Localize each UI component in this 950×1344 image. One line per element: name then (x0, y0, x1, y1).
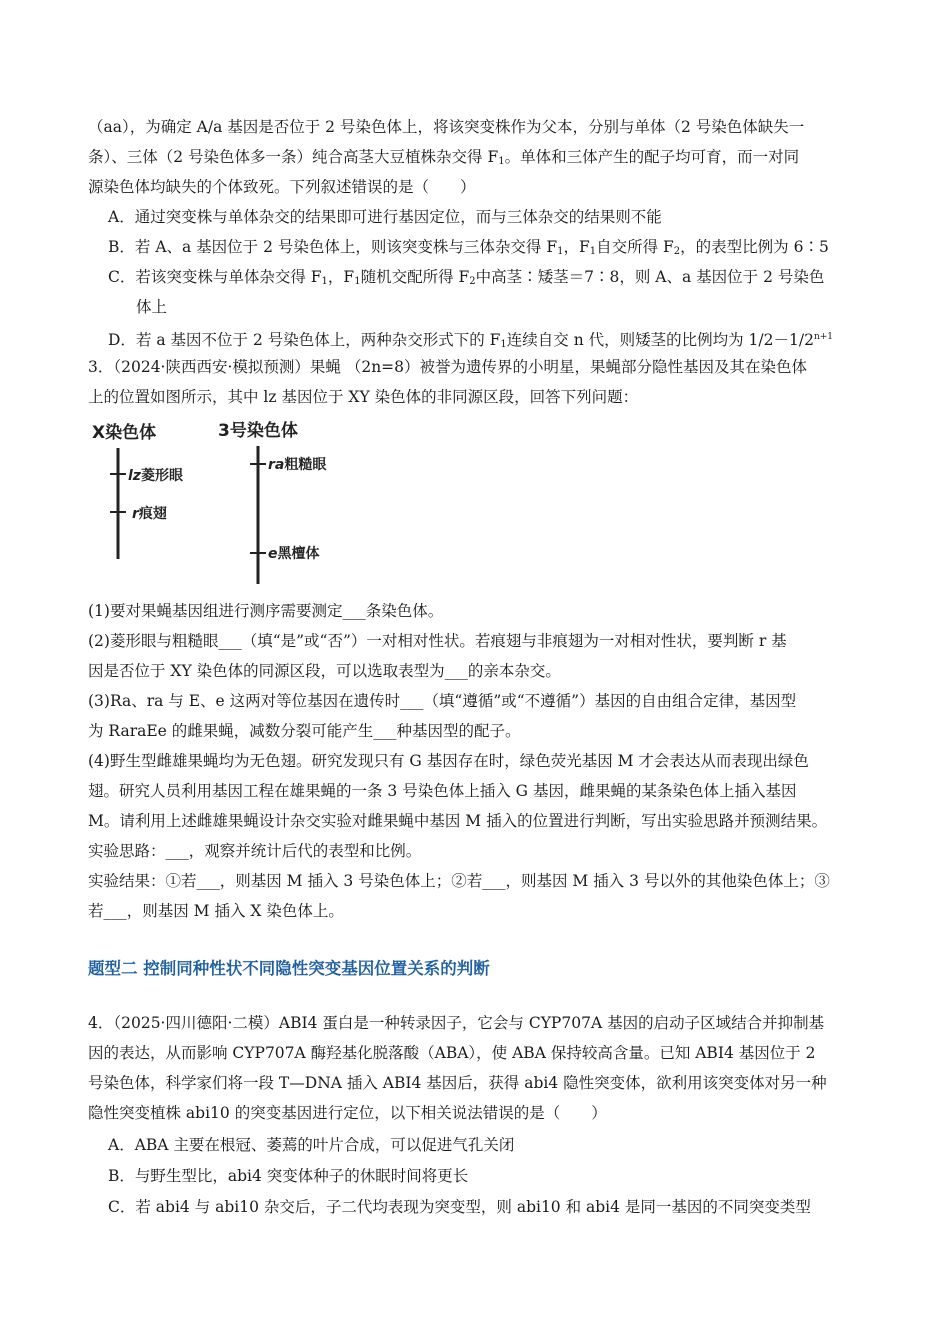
q4-option-a: A．ABA 主要在根冠、萎蔫的叶片合成，可以促进气孔关闭 (108, 1136, 515, 1154)
q3-sub-2-line-2: 因是否位于 XY 染色体的同源区段，可以选取表型为___的亲本杂交。 (88, 662, 561, 680)
q4-option-c: C．若 abi4 与 abi10 杂交后，子二代均表现为突变型，则 abi10 和 abi4 是同一基因的不同突变类型 (108, 1198, 811, 1216)
q3-sub-4-line-6: 若___，则基因 M 插入 X 染色体上。 (88, 902, 344, 920)
q3-sub-3-line-1: (3)Ra、ra 与 E、e 这两对等位基因在遗传时___（填“遵循”或“不遵循”）基因的自由组合定律，基因型 (88, 692, 797, 710)
q4-stem-line-1: 4．（2025·四川德阳·二模）ABI4 蛋白是一种转录因子，它会与 CYP707A 基因的启动子区域结合并抑制基 (88, 1014, 825, 1032)
q2-stem-line-3: 源染色体均缺失的个体致死。下列叙述错误的是（ ） (88, 178, 476, 196)
x-gene-lz-label: lz菱形眼 (128, 468, 183, 484)
q4-option-b: B．与野生型比，abi4 突变体种子的休眠时间将更长 (108, 1167, 469, 1185)
q2-option-d: D．若 a 基因不位于 2 号染色体上，两种杂交形式下的 $F_1$连续自交 n 代，则矮茎的比例均为 $1/2-1/2^{n+1}$ (108, 331, 834, 350)
q3-sub-4-line-4: 实验思路：___，观察并统计后代的表型和比例。 (88, 842, 422, 860)
q3-sub-3-line-2: 为 RaraEe 的雌果蝇，减数分裂可能产生___种基因型的配子。 (88, 722, 521, 740)
q2-option-c-cont: 体上 (136, 298, 168, 316)
q4-stem-line-4: 隐性突变植株 abi10 的突变基因进行定位，以下相关说法错误的是（ ） (88, 1104, 607, 1122)
q4-stem-line-3: 号染色体，科学家们将一段 T—DNA 插入 ABI4 基因后，获得 abi4 隐性突变体，欲利用该突变体对另一种 (88, 1074, 827, 1092)
q3-sub-2-line-1: (2)菱形眼与粗糙眼___（填“是”或“否”）一对相对性状。若痕翅与非痕翅为一对相对性状，要判断 r 基 (88, 632, 787, 650)
chr3-gene-e-label: e黑檀体 (268, 546, 320, 562)
q3-stem-line-2: 上的位置如图所示，其中 lz 基因位于 XY 染色体的非同源区段，回答下列问题： (88, 388, 639, 406)
q3-sub-4-line-5: 实验结果：①若___，则基因 M 插入 3 号染色体上；②若___，则基因 M 插入 3 号以外的其他染色体上；③ (88, 872, 830, 890)
q3-stem-line-1: 3．（2024·陕西西安·模拟预测）果蝇 （2n=8）被誉为遗传界的小明星，果蝇部分隐性基因及其在染色体 (88, 358, 808, 376)
q2-stem-line-2: 条）、三体（2 号染色体多一条）纯合高茎大豆植株杂交得 $F_1$。单体和三体产生的配子均可育，而一对同 (88, 148, 800, 167)
x-chromosome-title: X染色体 (92, 423, 157, 443)
x-gene-r-label: r痕翅 (132, 506, 167, 522)
section-heading: 题型二 控制同种性状不同隐性突变基因位置关系的判断 (88, 959, 490, 978)
q2-option-a: A．通过突变株与单体杂交的结果即可进行基因定位，而与三体杂交的结果则不能 (108, 208, 662, 226)
chromosome-diagram (88, 416, 348, 588)
q2-stem-line-1: （aa），为确定 A/a 基因是否位于 2 号染色体上，将该突变株作为父本，分别与单体（2 号染色体缺失一 (88, 118, 805, 136)
q2-option-c: C．若该突变株与单体杂交得 $F_1$，$F_1$随机交配所得 $F_2$中高茎∶矮茎＝7∶8，则 A、a 基因位于 2 号染色 (108, 268, 825, 287)
q3-sub-4-line-1: (4)野生型雌雄果蝇均为无色翅。研究发现只有 G 基因存在时，绿色荧光基因 M 才会表达从而表现出绿色 (88, 752, 809, 770)
q3-sub-4-line-3: M。请利用上述雌雄果蝇设计杂交实验对雌果蝇中基因 M 插入的位置进行判断，写出实验思路并预测结果。 (88, 812, 828, 830)
q3-sub-4-line-2: 翅。研究人员利用基因工程在雄果蝇的一条 3 号染色体上插入 G 基因，雌果蝇的某条染色体上插入基因 (88, 782, 797, 800)
q2-option-b: B．若 A、a 基因位于 2 号染色体上，则该突变株与三体杂交得 $F_1$，$F_1$自交所得 $F_2$，的表型比例为 6∶5 (108, 238, 829, 257)
chromosome-3-title: 3号染色体 (218, 421, 298, 441)
q4-stem-line-2: 因的表达，从而影响 CYP707A 酶羟基化脱落酸（ABA），使 ABA 保持较高含量。已知 ABI4 基因位于 2 (88, 1044, 816, 1062)
chr3-gene-ra-label: ra粗糙眼 (268, 457, 327, 473)
q3-sub-1: (1)要对果蝇基因组进行测序需要测定___条染色体。 (88, 602, 444, 620)
